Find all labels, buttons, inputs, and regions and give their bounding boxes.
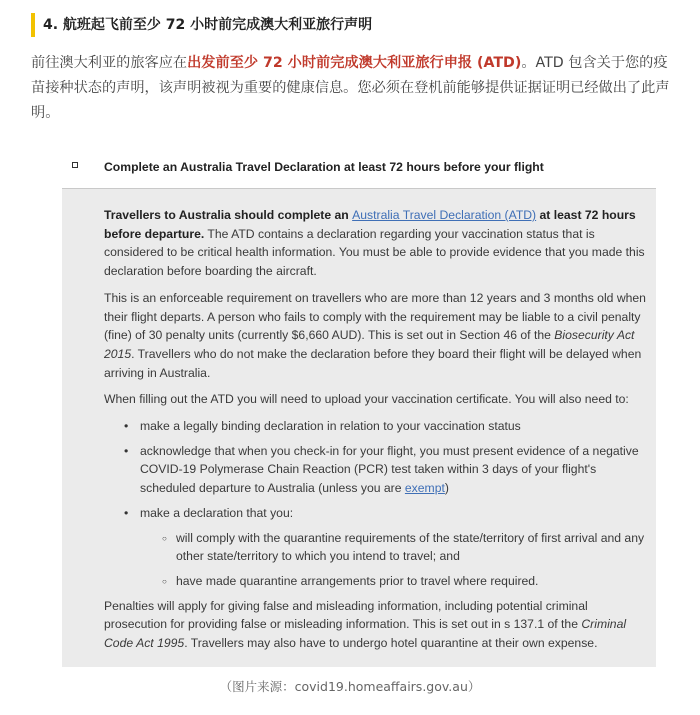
intro-text-pre: 前往澳大利亚的旅客应在 — [31, 55, 188, 71]
intro-paragraph — [31, 51, 681, 126]
intro-highlight: 出发前至少 72 小时前完成澳大利亚旅行申报 (ATD) — [187, 55, 522, 71]
checkbox-icon[interactable] — [72, 162, 78, 168]
body-paragraph-1 — [104, 206, 646, 281]
p4-a: Penalties will apply for giving false and misleading information, including potential criminal prosecution for providing false or misleading information. This is set out in s 137.1 of the — [104, 598, 588, 632]
bullet2-b: ) — [444, 481, 449, 496]
p1-bold-a: Travellers to Australia should complete an — [104, 208, 353, 222]
p4-b: . Travellers may also have to undergo hotel quarantine at their own expense. — [184, 636, 598, 651]
sublist-item: ○ have made quarantine arrangements prior to travel where required. — [140, 572, 646, 591]
atd-link[interactable]: Australia Travel Declaration (ATD) — [352, 208, 537, 222]
p2-a: This is an enforceable requirement on travellers who are more than 12 years and 3 months old when their flight departs. A person who fails to comply with the requirement may be liable to a civil penalty (fine) of 30 penalty units (currently $6,660 AUD). This is set out in Section 46 of the — [104, 290, 646, 343]
image-caption: （图片来源：covid19.homeaffairs.gov.au） — [219, 679, 481, 694]
sublist-item: ○ will comply with the quarantine requirements of the state/territory of first arrival and any other state/territory to which you intend to travel; and — [140, 529, 646, 566]
list-item — [104, 442, 646, 498]
p2-italic: Biosecurity Act 2015 — [104, 328, 635, 361]
requirements-list — [104, 417, 646, 591]
body-paragraph-2 — [104, 289, 646, 383]
section-heading — [31, 13, 671, 37]
list-item: • make a legally binding declaration in relation to your vaccination status — [104, 417, 646, 436]
intro-text-post: 。ATD 包含关于您的疫苗接种状态的声明，该声明被视为重要的健康信息。您必须在登机前能够提供证据证明已经做出了此声明。 — [31, 55, 670, 121]
list-item — [104, 504, 646, 591]
p1-bold-b: at least 72 hours before departure. — [104, 208, 636, 241]
embedded-screenshot — [62, 148, 656, 667]
checklist-item-body — [62, 188, 656, 667]
section-heading-text: 4. 航班起飞前至少 72 小时前完成澳大利亚旅行声明 — [43, 17, 373, 33]
p4-italic: Criminal Code Act 1995 — [104, 617, 627, 651]
checklist-item-header — [62, 148, 656, 188]
bullet2-a: acknowledge that when you check-in for your flight, you must present evidence of a negative COVID-19 Polymerase Chain Reaction (PCR) test taken within 3 days of your flight's scheduled departure to Australia (unless you are — [140, 443, 639, 496]
bullet3-text: make a declaration that you: — [140, 505, 294, 520]
body-paragraph-4 — [104, 597, 646, 653]
body-paragraph-3: When filling out the ATD you will need to upload your vaccination certificate. You will also need to: — [104, 392, 629, 407]
exempt-link[interactable]: exempt — [404, 481, 445, 496]
declaration-sublist — [140, 529, 646, 591]
p1-rest: The ATD contains a declaration regarding your vaccination status that is considered to be critical health information. You must be able to provide evidence that you made this declaration before boarding the aircraft. — [104, 226, 645, 279]
p2-b: . Travellers who do not make the declaration before they board their flight will be delayed when arriving in Australia. — [104, 346, 642, 380]
checklist-item-title: Complete an Australia Travel Declaration at least 72 hours before your flight — [104, 160, 544, 174]
